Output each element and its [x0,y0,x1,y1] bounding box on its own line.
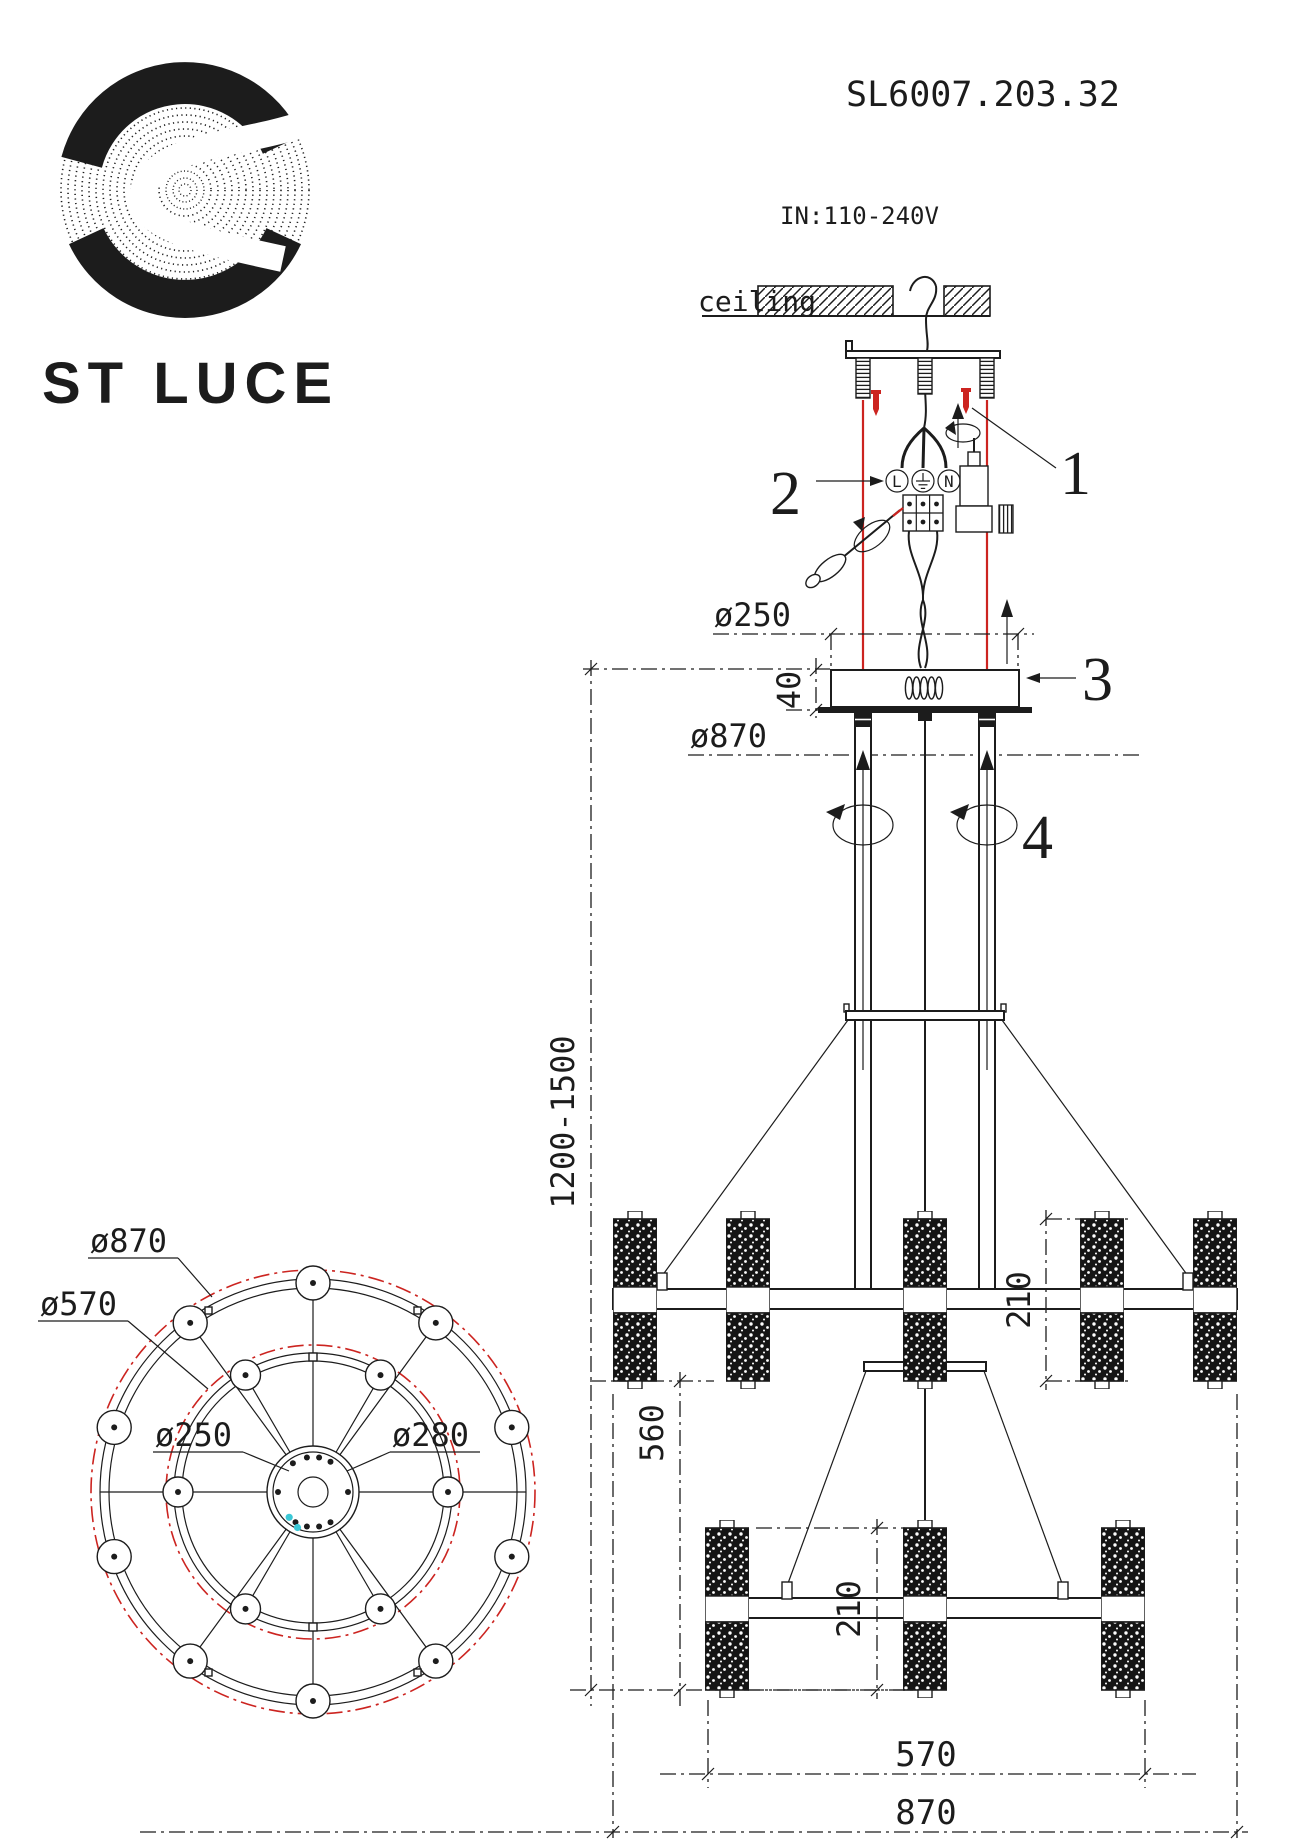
crystal-lamp [613,1211,657,1389]
dim-text-o250: ø250 [714,596,792,634]
plug-connector [945,403,1013,533]
crystal-lamp [1101,1520,1145,1698]
supply-wires [902,428,946,468]
ceiling [698,285,990,318]
callout-anchor [972,408,1091,508]
neutral-symbol: N [944,472,954,491]
center-hub [267,1446,359,1538]
dim-text-210-top: 210 [1000,1271,1038,1329]
mounting-bracket [846,341,1000,398]
canopy [818,670,1032,713]
spring-coil-icon [905,677,942,699]
st-luce-logo [61,62,309,318]
crystal-lamp [903,1211,947,1389]
ground-icon [912,470,934,492]
hub-marker-cyan [294,1524,301,1531]
callout-terminal [770,460,884,528]
threaded-stud-right [980,358,994,398]
callout-2: 2 [770,460,801,528]
dim-text-870: 870 [895,1793,957,1833]
label-o280: ø280 [392,1416,470,1454]
terminal-symbols [886,470,960,492]
wires-to-canopy [909,531,938,668]
power-label: IN:110-240V [780,202,939,230]
dim-text-560: 560 [633,1404,671,1462]
dim-tier-gap [570,1372,938,1706]
dim-canopy-height [583,658,830,718]
callout-1: 1 [1060,440,1091,508]
crystal-lamp [726,1211,770,1389]
terminal-block [903,495,943,531]
callout-3: 3 [1082,646,1113,714]
dim-text-o870: ø870 [690,717,768,755]
crystal-lamp [903,1520,947,1698]
crystal-lamp [705,1520,749,1698]
live-symbol: L [892,472,902,491]
dim-text-40: 40 [770,670,808,710]
ceiling-label: ceiling [698,285,817,318]
wall-anchor-icon [871,390,881,416]
dim-text-drop: 1200-1500 [544,1035,582,1209]
ring2-assembly [705,1520,1145,1698]
threaded-stud-left [856,358,870,398]
suspension-rods [826,726,1053,1289]
dim-text-570: 570 [895,1735,957,1775]
label-o250: ø250 [155,1416,233,1454]
label-o870: ø870 [90,1222,168,1260]
dim-canopy-diameter [713,596,1034,666]
top-view [38,1222,535,1718]
dim-ring2-span [660,1700,1196,1788]
hub-marker-cyan [286,1514,293,1521]
brand-name: ST LUCE [42,351,340,416]
threaded-stud-center [918,358,932,394]
label-o570: ø570 [40,1285,118,1323]
wall-anchor-icon [961,388,971,414]
crystal-lamp [1193,1211,1237,1389]
callout-4: 4 [1022,804,1053,872]
dim-text-210-bottom: 210 [830,1580,868,1638]
model-number: SL6007.203.32 [846,75,1120,115]
side-view [140,202,1248,1838]
dim-drop-range [544,660,597,1706]
crystal-lamp [1080,1211,1124,1389]
dim-ring1-diameter [688,717,1140,755]
screwdriver-icon [803,508,903,590]
